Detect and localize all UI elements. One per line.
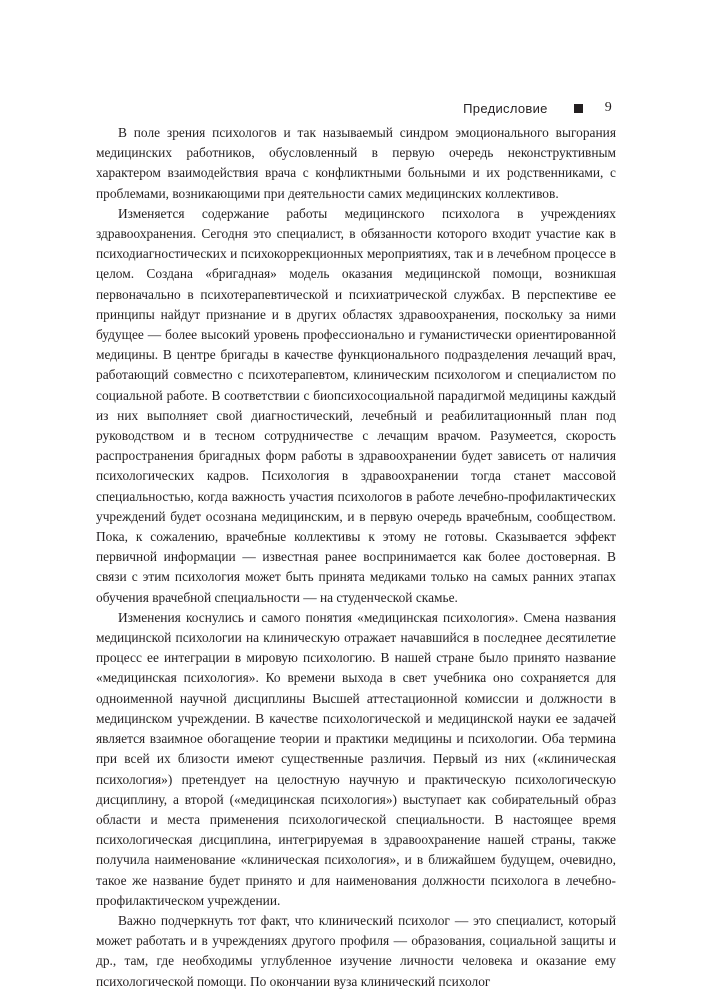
running-header [463,100,612,116]
paragraph: Изменения коснулись и самого понятия «медицинская психология». Смена названия медицинской психологии на клиническую отражает начавшийся в последнее десятилетие процесс ее интеграции в мировую психологию. В нашей стране было принято название «медицинская психология». Ко времени выхода в свет учебника оно сохраняется для одноименной научной дисциплины Высшей аттестационной комиссии и должности в медицинском учреждении. В качестве психологической и медицинской науки ее задачей является взаимное обогащение теории и практики медицины и психологии. Оба термина при всей их близости имеют существенные различия. Первый из них («клиническая психология») претендует на целостную научную и практическую психологическую дисциплину, а второй («медицинская психология») выступает как собирательный образ области и места применения психологической специальности. В настоящее время психологическая дисциплина, интегрируемая в здравоохранение нашей страны, также получила наименование «клиническая психология», и в ближайшем будущем, очевидно, такое же название будет принято и для наименования должности психолога в лечебно-профилактическом учреждении. [96,609,616,908]
paragraph: Изменяется содержание работы медицинского психолога в учреждениях здравоохранения. Сегодня это специалист, в обязанности которого входит участие как в психодиагностических и психокоррекционных мероприятиях, так и в лечебном процессе в целом. Создана «бригадная» модель оказания медицинской помощи, возникшая первоначально в психотерапевтической и психиатрической службах. В перспективе ее принципы найдут признание и в других областях здравоохранения, поскольку за ними будущее — более высокий уровень профессионально и гуманистически ориентированной медицины. В центре бригады в качестве функционального подразделения лечащий врач, работающий совместно с психотерапевтом, клиническим психологом и специалистом по социальной работе. В соответствии с биопсихосоциальной парадигмой медицины каждый из них выполняет свой диагностический, лечебный и реабилитационный план под руководством и в тесном сотрудничестве с лечащим врачом. Разумеется, скорость распространения бригадных форм работы в здравоохранении будет зависеть от наличия психологических кадров. Психология в здравоохранении тогда станет массовой специальностью, когда важность участия психологов в работе лечебно-профилактических учреждений будет осознана медицинским, и в первую очередь врачебным, сообществом. Пока, к сожалению, врачебные коллективы к этому не готовы. Сказывается эффект первичной информации — известная ранее воспринимается как более достоверная. В связи с этим психология может быть принята медиками только на самых ранних этапах обучения врачебной специальности — на студенческой скамье. [96,205,616,605]
header-square-icon [574,104,583,113]
body-text [96,123,616,992]
paragraph: В поле зрения психологов и так называемый синдром эмоционального выгорания медицинских работников, обусловленный в первую очередь неконструктивным характером взаимодействия врача с конфликтными больными и их родственниками, с проблемами, возникающими при деятельности самих медицинских коллективов. [96,125,616,201]
section-title: Предисловие [463,100,548,116]
page-number: 9 [604,100,612,115]
paragraph: Важно подчеркнуть тот факт, что клинический психолог — это специалист, который может работать и в учреждениях другого профиля — образования, социальной защиты и др., там, где необходимы углубленное изучение личности человека и оказание ему психологической помощи. По окончании вуза клинический психолог [96,912,616,989]
